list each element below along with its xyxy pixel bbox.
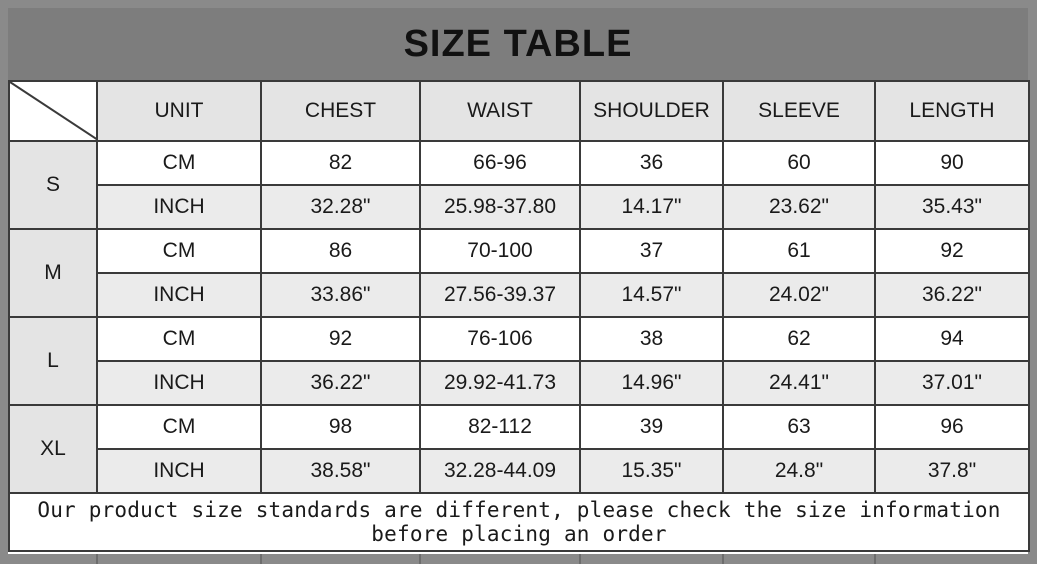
header-unit: UNIT [97,81,261,141]
header-row [9,81,1029,141]
cell-shoulder-inch: 14.17" [580,185,723,229]
size-note: Our product size standards are different, please check the size information before placing an order [9,493,1029,551]
page-title: SIZE TABLE [403,22,633,65]
cell-waist-cm: 76-106 [420,317,580,361]
cell-chest-cm: 98 [261,405,420,449]
cell-length-cm: 92 [875,229,1029,273]
unit-inch: INCH [97,361,261,405]
frame-left-edge [0,0,8,564]
cell-chest-inch: 33.86" [261,273,420,317]
cell-length-inch: 35.43" [875,185,1029,229]
table-row [9,361,1029,405]
unit-inch: INCH [97,449,261,493]
cell-length-inch: 37.01" [875,361,1029,405]
unit-inch: INCH [97,185,261,229]
table-row [9,141,1029,185]
cell-waist-inch: 25.98-37.80 [420,185,580,229]
title-bar [8,8,1028,80]
unit-cm: CM [97,317,261,361]
cell-chest-cm: 92 [261,317,420,361]
cell-length-inch: 37.8" [875,449,1029,493]
cell-waist-inch: 29.92-41.73 [420,361,580,405]
cell-waist-cm: 82-112 [420,405,580,449]
header-length: LENGTH [875,81,1029,141]
size-label-xl: XL [9,405,97,493]
header-waist: WAIST [420,81,580,141]
corner-diagonal-cell [9,81,97,141]
size-label-m: M [9,229,97,317]
size-label-l: L [9,317,97,405]
cell-shoulder-cm: 36 [580,141,723,185]
cell-length-cm: 90 [875,141,1029,185]
cell-chest-cm: 82 [261,141,420,185]
cell-sleeve-inch: 24.41" [723,361,875,405]
table-row [9,185,1029,229]
bottom-column-ticks [8,554,1028,564]
cell-sleeve-cm: 60 [723,141,875,185]
cell-shoulder-inch: 14.96" [580,361,723,405]
header-sleeve: SLEEVE [723,81,875,141]
table-body [9,141,1029,551]
unit-inch: INCH [97,273,261,317]
cell-waist-cm: 70-100 [420,229,580,273]
frame-top-edge [0,0,1037,8]
cell-sleeve-cm: 61 [723,229,875,273]
table-row [9,405,1029,449]
cell-chest-inch: 32.28" [261,185,420,229]
cell-sleeve-inch: 24.8" [723,449,875,493]
unit-cm: CM [97,405,261,449]
size-table [8,80,1030,552]
cell-waist-inch: 27.56-39.37 [420,273,580,317]
cell-length-cm: 96 [875,405,1029,449]
table-row [9,229,1029,273]
cell-chest-cm: 86 [261,229,420,273]
size-chart-sheet [8,8,1028,554]
cell-shoulder-cm: 38 [580,317,723,361]
cell-length-inch: 36.22" [875,273,1029,317]
cell-sleeve-cm: 62 [723,317,875,361]
cell-sleeve-inch: 24.02" [723,273,875,317]
table-row [9,317,1029,361]
cell-sleeve-inch: 23.62" [723,185,875,229]
size-label-s: S [9,141,97,229]
note-row [9,493,1029,551]
cell-shoulder-inch: 15.35" [580,449,723,493]
header-chest: CHEST [261,81,420,141]
table-row [9,449,1029,493]
cell-shoulder-inch: 14.57" [580,273,723,317]
cell-chest-inch: 38.58" [261,449,420,493]
cell-waist-inch: 32.28-44.09 [420,449,580,493]
cell-chest-inch: 36.22" [261,361,420,405]
diagonal-line-icon [10,82,97,140]
header-shoulder: SHOULDER [580,81,723,141]
cell-shoulder-cm: 37 [580,229,723,273]
unit-cm: CM [97,141,261,185]
cell-shoulder-cm: 39 [580,405,723,449]
table-header [9,81,1029,141]
cell-length-cm: 94 [875,317,1029,361]
unit-cm: CM [97,229,261,273]
table-row [9,273,1029,317]
cell-waist-cm: 66-96 [420,141,580,185]
cell-sleeve-cm: 63 [723,405,875,449]
